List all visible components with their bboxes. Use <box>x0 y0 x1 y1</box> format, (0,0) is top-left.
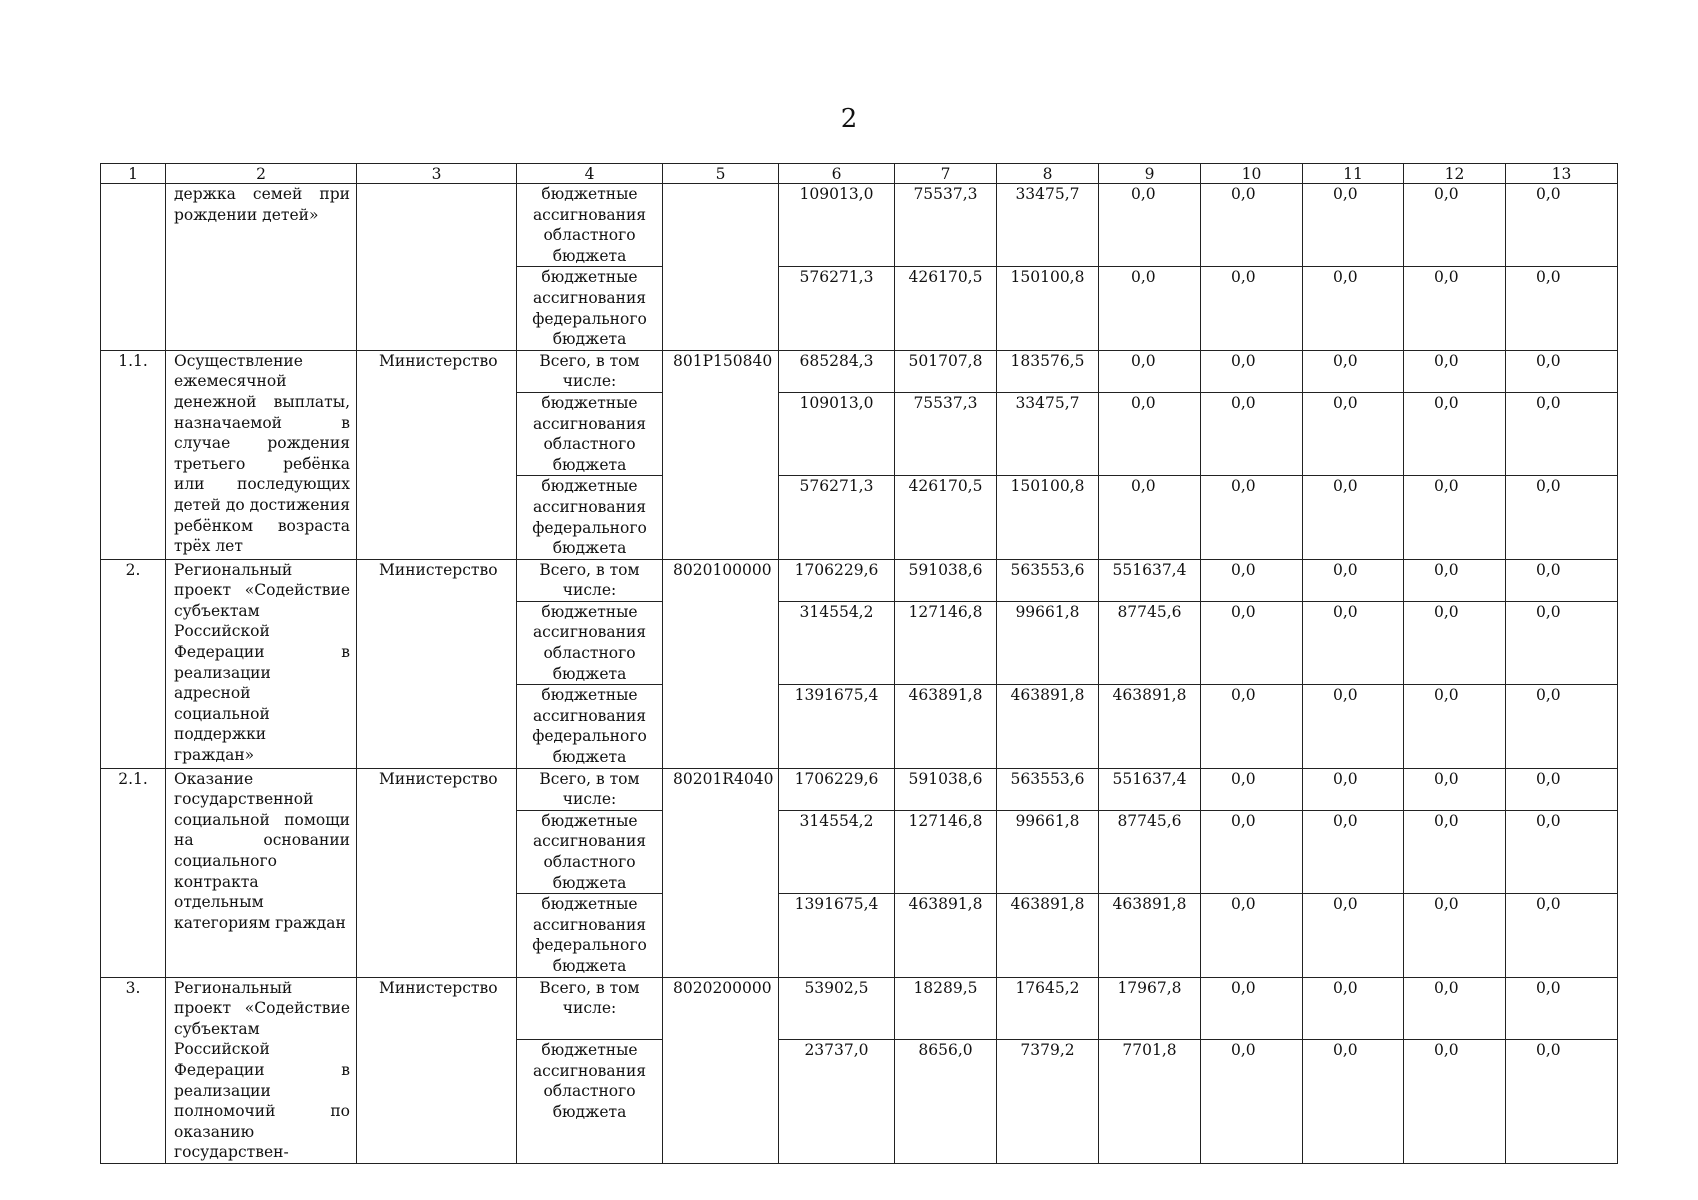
amount-cell: 0,0 <box>1506 685 1618 768</box>
amount-cell: 0,0 <box>1201 476 1303 559</box>
amount-cell: 0,0 <box>1303 476 1404 559</box>
item-name: Осуществление ежемесячной денежной выплаты, назначаемой в случае рождения третьего ребёнка или последующих детей до достижения ребёнком возраста трёх лет <box>166 350 357 559</box>
amount-cell: 685284,3 <box>779 350 895 392</box>
table-row <box>101 977 1618 1040</box>
amount-cell: 87745,6 <box>1099 810 1201 893</box>
amount-cell: 0,0 <box>1303 1040 1404 1164</box>
amount-cell: 0,0 <box>1506 1040 1618 1164</box>
item-number: 2.1. <box>101 768 166 977</box>
amount-cell: 0,0 <box>1303 184 1404 267</box>
amount-cell: 7379,2 <box>997 1040 1099 1164</box>
responsible-executor: Министерство <box>357 768 517 977</box>
amount-cell: 0,0 <box>1201 601 1303 684</box>
amount-cell: 75537,3 <box>895 184 997 267</box>
amount-cell: 0,0 <box>1506 350 1618 392</box>
amount-cell: 0,0 <box>1201 1040 1303 1164</box>
amount-cell: 0,0 <box>1303 685 1404 768</box>
amount-cell: 0,0 <box>1404 1040 1506 1164</box>
amount-cell: 99661,8 <box>997 601 1099 684</box>
amount-cell: 0,0 <box>1404 685 1506 768</box>
amount-cell: 501707,8 <box>895 350 997 392</box>
item-number <box>101 184 166 351</box>
amount-cell: 0,0 <box>1404 601 1506 684</box>
amount-cell: 576271,3 <box>779 267 895 350</box>
column-number-header: 2 <box>166 164 357 184</box>
amount-cell: 0,0 <box>1404 559 1506 601</box>
item-number: 3. <box>101 977 166 1163</box>
amount-cell: 463891,8 <box>1099 685 1201 768</box>
amount-cell: 0,0 <box>1303 559 1404 601</box>
table-row <box>101 350 1618 392</box>
amount-cell: 0,0 <box>1099 184 1201 267</box>
amount-cell: 7701,8 <box>1099 1040 1201 1164</box>
amount-cell: 0,0 <box>1303 601 1404 684</box>
amount-cell: 463891,8 <box>997 685 1099 768</box>
funding-source: бюджетные ассигнования областного бюджета <box>517 1040 663 1164</box>
funding-source: Всего, в том числе: <box>517 350 663 392</box>
amount-cell: 0,0 <box>1303 267 1404 350</box>
amount-cell: 463891,8 <box>895 894 997 977</box>
amount-cell: 0,0 <box>1506 476 1618 559</box>
amount-cell: 0,0 <box>1404 267 1506 350</box>
amount-cell: 0,0 <box>1303 392 1404 475</box>
amount-cell: 0,0 <box>1404 894 1506 977</box>
amount-cell: 0,0 <box>1404 184 1506 267</box>
column-number-header: 4 <box>517 164 663 184</box>
amount-cell: 0,0 <box>1506 810 1618 893</box>
table-row <box>101 768 1618 810</box>
funding-source: Всего, в том числе: <box>517 977 663 1040</box>
funding-source: бюджетные ассигнования областного бюджета <box>517 601 663 684</box>
amount-cell: 314554,2 <box>779 601 895 684</box>
column-number-header: 3 <box>357 164 517 184</box>
amount-cell: 314554,2 <box>779 810 895 893</box>
amount-cell: 551637,4 <box>1099 559 1201 601</box>
amount-cell: 1391675,4 <box>779 685 895 768</box>
amount-cell: 0,0 <box>1303 977 1404 1040</box>
amount-cell: 0,0 <box>1099 392 1201 475</box>
amount-cell: 0,0 <box>1201 977 1303 1040</box>
column-number-header: 10 <box>1201 164 1303 184</box>
item-name: Региональный проект «Содействие субъектам Российской Федерации в реализации полномочий по оказанию государствен- <box>166 977 357 1163</box>
amount-cell: 0,0 <box>1099 350 1201 392</box>
amount-cell: 1706229,6 <box>779 768 895 810</box>
amount-cell: 0,0 <box>1201 768 1303 810</box>
amount-cell: 18289,5 <box>895 977 997 1040</box>
amount-cell: 0,0 <box>1404 977 1506 1040</box>
column-number-header: 7 <box>895 164 997 184</box>
amount-cell: 0,0 <box>1201 392 1303 475</box>
amount-cell: 0,0 <box>1506 392 1618 475</box>
amount-cell: 463891,8 <box>1099 894 1201 977</box>
budget-table <box>100 163 1618 1164</box>
amount-cell: 183576,5 <box>997 350 1099 392</box>
funding-source: Всего, в том числе: <box>517 768 663 810</box>
amount-cell: 87745,6 <box>1099 601 1201 684</box>
amount-cell: 576271,3 <box>779 476 895 559</box>
item-number: 1.1. <box>101 350 166 559</box>
amount-cell: 551637,4 <box>1099 768 1201 810</box>
amount-cell: 0,0 <box>1303 894 1404 977</box>
responsible-executor: Министерство <box>357 559 517 768</box>
amount-cell: 426170,5 <box>895 476 997 559</box>
funding-source: бюджетные ассигнования областного бюджета <box>517 184 663 267</box>
amount-cell: 0,0 <box>1506 559 1618 601</box>
item-name: Региональный проект «Содействие субъектам Российской Федерации в реализации адресной социальной поддержки граждан» <box>166 559 357 768</box>
amount-cell: 127146,8 <box>895 601 997 684</box>
funding-source: бюджетные ассигнования областного бюджета <box>517 392 663 475</box>
table-row <box>101 559 1618 601</box>
budget-code: 8020100000 <box>663 559 779 768</box>
amount-cell: 0,0 <box>1201 267 1303 350</box>
amount-cell: 17967,8 <box>1099 977 1201 1040</box>
amount-cell: 33475,7 <box>997 184 1099 267</box>
column-number-header: 8 <box>997 164 1099 184</box>
amount-cell: 463891,8 <box>997 894 1099 977</box>
column-number-row <box>101 164 1618 184</box>
amount-cell: 109013,0 <box>779 184 895 267</box>
item-name: Оказание государственной социальной помощи на основании социального контракта отдельным категориям граждан <box>166 768 357 977</box>
funding-source: Всего, в том числе: <box>517 559 663 601</box>
item-name: держка семей при рождении детей» <box>166 184 357 351</box>
responsible-executor: Министерство <box>357 350 517 559</box>
amount-cell: 0,0 <box>1506 894 1618 977</box>
amount-cell: 1706229,6 <box>779 559 895 601</box>
amount-cell: 33475,7 <box>997 392 1099 475</box>
amount-cell: 75537,3 <box>895 392 997 475</box>
amount-cell: 0,0 <box>1506 184 1618 267</box>
amount-cell: 8656,0 <box>895 1040 997 1164</box>
amount-cell: 17645,2 <box>997 977 1099 1040</box>
amount-cell: 99661,8 <box>997 810 1099 893</box>
amount-cell: 109013,0 <box>779 392 895 475</box>
amount-cell: 426170,5 <box>895 267 997 350</box>
column-number-header: 5 <box>663 164 779 184</box>
funding-source: бюджетные ассигнования федерального бюджета <box>517 476 663 559</box>
funding-source: бюджетные ассигнования федерального бюджета <box>517 894 663 977</box>
amount-cell: 563553,6 <box>997 559 1099 601</box>
amount-cell: 591038,6 <box>895 768 997 810</box>
amount-cell: 0,0 <box>1404 392 1506 475</box>
amount-cell: 0,0 <box>1201 685 1303 768</box>
amount-cell: 0,0 <box>1404 768 1506 810</box>
column-number-header: 13 <box>1506 164 1618 184</box>
amount-cell: 150100,8 <box>997 476 1099 559</box>
column-number-header: 6 <box>779 164 895 184</box>
amount-cell: 0,0 <box>1201 810 1303 893</box>
amount-cell: 0,0 <box>1506 768 1618 810</box>
column-number-header: 9 <box>1099 164 1201 184</box>
responsible-executor <box>357 184 517 351</box>
table-row <box>101 184 1618 267</box>
amount-cell: 127146,8 <box>895 810 997 893</box>
responsible-executor: Министерство <box>357 977 517 1163</box>
amount-cell: 0,0 <box>1506 601 1618 684</box>
budget-code: 8020200000 <box>663 977 779 1163</box>
amount-cell: 0,0 <box>1099 267 1201 350</box>
budget-code: 80201R4040 <box>663 768 779 977</box>
amount-cell: 150100,8 <box>997 267 1099 350</box>
amount-cell: 23737,0 <box>779 1040 895 1164</box>
column-number-header: 12 <box>1404 164 1506 184</box>
amount-cell: 0,0 <box>1404 350 1506 392</box>
amount-cell: 591038,6 <box>895 559 997 601</box>
funding-source: бюджетные ассигнования федерального бюджета <box>517 685 663 768</box>
budget-code <box>663 184 779 351</box>
amount-cell: 0,0 <box>1506 267 1618 350</box>
amount-cell: 563553,6 <box>997 768 1099 810</box>
amount-cell: 0,0 <box>1303 810 1404 893</box>
budget-code: 801P150840 <box>663 350 779 559</box>
amount-cell: 0,0 <box>1201 184 1303 267</box>
amount-cell: 53902,5 <box>779 977 895 1040</box>
amount-cell: 1391675,4 <box>779 894 895 977</box>
page-number: 2 <box>840 104 858 134</box>
column-number-header: 1 <box>101 164 166 184</box>
amount-cell: 0,0 <box>1506 977 1618 1040</box>
amount-cell: 0,0 <box>1201 350 1303 392</box>
amount-cell: 0,0 <box>1201 894 1303 977</box>
amount-cell: 0,0 <box>1201 559 1303 601</box>
amount-cell: 0,0 <box>1303 350 1404 392</box>
column-number-header: 11 <box>1303 164 1404 184</box>
funding-source: бюджетные ассигнования федерального бюджета <box>517 267 663 350</box>
amount-cell: 0,0 <box>1404 810 1506 893</box>
amount-cell: 0,0 <box>1099 476 1201 559</box>
item-number: 2. <box>101 559 166 768</box>
amount-cell: 0,0 <box>1404 476 1506 559</box>
funding-source: бюджетные ассигнования областного бюджета <box>517 810 663 893</box>
amount-cell: 0,0 <box>1303 768 1404 810</box>
amount-cell: 463891,8 <box>895 685 997 768</box>
